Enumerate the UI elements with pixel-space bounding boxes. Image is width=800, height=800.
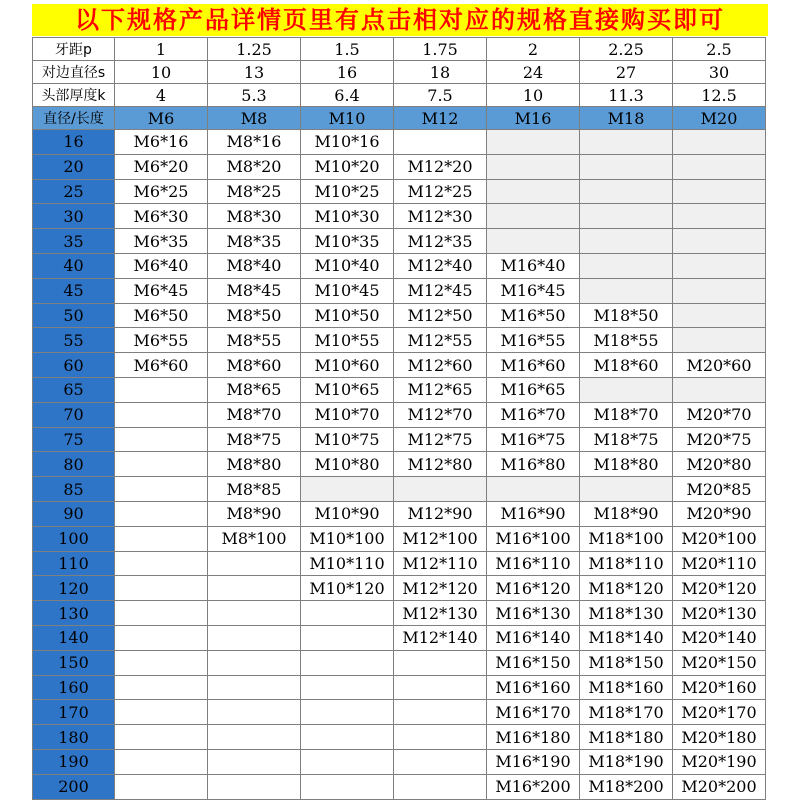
param-label: 牙距p: [33, 38, 115, 61]
spec-cell[interactable]: M6*35: [115, 229, 208, 254]
spec-cell[interactable]: M8*50: [208, 303, 301, 328]
spec-cell[interactable]: M12*140: [394, 625, 487, 650]
spec-cell[interactable]: M6*40: [115, 253, 208, 278]
spec-cell[interactable]: M6*55: [115, 328, 208, 353]
empty-cell: [580, 229, 673, 254]
spec-cell[interactable]: M8*35: [208, 229, 301, 254]
table-row: [33, 154, 766, 179]
spec-cell[interactable]: M18*170: [580, 700, 673, 725]
spec-cell[interactable]: M12*75: [394, 427, 487, 452]
param-row: [33, 38, 766, 61]
empty-cell: [673, 229, 766, 254]
spec-cell[interactable]: M16*200: [487, 774, 580, 799]
spec-cell[interactable]: M10*110: [301, 551, 394, 576]
length-cell: 45: [33, 278, 115, 303]
param-value: 1.75: [394, 38, 487, 61]
table-row: [33, 452, 766, 477]
spec-cell[interactable]: M10*75: [301, 427, 394, 452]
spec-cell[interactable]: M20*200: [673, 774, 766, 799]
empty-cell: [394, 725, 487, 750]
spec-cell[interactable]: M12*60: [394, 353, 487, 378]
spec-cell[interactable]: M16*55: [487, 328, 580, 353]
spec-cell[interactable]: M18*100: [580, 526, 673, 551]
spec-cell[interactable]: M18*130: [580, 601, 673, 626]
spec-cell[interactable]: M8*100: [208, 526, 301, 551]
spec-cell[interactable]: M20*70: [673, 402, 766, 427]
spec-cell[interactable]: M20*160: [673, 675, 766, 700]
spec-cell[interactable]: M18*50: [580, 303, 673, 328]
spec-cell[interactable]: M12*80: [394, 452, 487, 477]
empty-cell: [487, 179, 580, 204]
spec-cell[interactable]: M20*170: [673, 700, 766, 725]
param-value: 11.3: [580, 84, 673, 107]
length-cell: 55: [33, 328, 115, 353]
spec-cell[interactable]: M20*190: [673, 749, 766, 774]
spec-cell[interactable]: M10*16: [301, 130, 394, 155]
table-row: [33, 501, 766, 526]
spec-cell[interactable]: M12*110: [394, 551, 487, 576]
spec-cell[interactable]: M16*120: [487, 576, 580, 601]
empty-cell: [673, 130, 766, 155]
length-cell: 100: [33, 526, 115, 551]
table-row: [33, 179, 766, 204]
empty-cell: [673, 204, 766, 229]
table-row: [33, 204, 766, 229]
spec-cell[interactable]: M18*120: [580, 576, 673, 601]
spec-cell[interactable]: M6*30: [115, 204, 208, 229]
table-row: [33, 377, 766, 402]
spec-cell[interactable]: M12*120: [394, 576, 487, 601]
param-row: [33, 61, 766, 84]
spec-cell[interactable]: M6*50: [115, 303, 208, 328]
param-value: 2.25: [580, 38, 673, 61]
spec-cell[interactable]: M18*75: [580, 427, 673, 452]
param-value: 1: [115, 38, 208, 61]
length-cell: 90: [33, 501, 115, 526]
table-row: [33, 749, 766, 774]
table-row: [33, 353, 766, 378]
length-cell: 110: [33, 551, 115, 576]
spec-cell[interactable]: M16*75: [487, 427, 580, 452]
param-value: 6.4: [301, 84, 394, 107]
empty-cell: [580, 179, 673, 204]
spec-cell[interactable]: M20*100: [673, 526, 766, 551]
table-row: [33, 725, 766, 750]
spec-cell[interactable]: M16*130: [487, 601, 580, 626]
param-value: 10: [115, 61, 208, 84]
empty-cell: [394, 650, 487, 675]
empty-cell: [208, 749, 301, 774]
empty-cell: [208, 650, 301, 675]
spec-cell[interactable]: M8*85: [208, 477, 301, 502]
spec-cell[interactable]: M8*65: [208, 377, 301, 402]
spec-cell[interactable]: M18*70: [580, 402, 673, 427]
empty-cell: [673, 328, 766, 353]
spec-cell[interactable]: M18*140: [580, 625, 673, 650]
empty-cell: [301, 774, 394, 799]
spec-cell[interactable]: M8*40: [208, 253, 301, 278]
empty-cell: [208, 675, 301, 700]
empty-cell: [394, 749, 487, 774]
empty-cell: [115, 675, 208, 700]
empty-cell: [487, 204, 580, 229]
empty-cell: [673, 377, 766, 402]
param-value: 30: [673, 61, 766, 84]
spec-cell[interactable]: M8*70: [208, 402, 301, 427]
diameter-length-label: 直径/长度: [33, 107, 115, 130]
param-row: [33, 84, 766, 107]
spec-cell[interactable]: M8*80: [208, 452, 301, 477]
spec-cell[interactable]: M12*130: [394, 601, 487, 626]
empty-cell: [580, 477, 673, 502]
spec-cell[interactable]: M16*140: [487, 625, 580, 650]
spec-cell[interactable]: M18*110: [580, 551, 673, 576]
empty-cell: [487, 154, 580, 179]
spec-cell[interactable]: M10*45: [301, 278, 394, 303]
spec-cell[interactable]: M20*130: [673, 601, 766, 626]
spec-cell[interactable]: M10*100: [301, 526, 394, 551]
param-value: 7.5: [394, 84, 487, 107]
empty-cell: [115, 427, 208, 452]
length-cell: 60: [33, 353, 115, 378]
length-cell: 190: [33, 749, 115, 774]
empty-cell: [115, 725, 208, 750]
empty-cell: [208, 576, 301, 601]
spec-cell[interactable]: M20*80: [673, 452, 766, 477]
param-value: 12.5: [673, 84, 766, 107]
length-cell: 85: [33, 477, 115, 502]
spec-cell[interactable]: M18*190: [580, 749, 673, 774]
spec-cell[interactable]: M16*90: [487, 501, 580, 526]
empty-cell: [580, 377, 673, 402]
spec-cell[interactable]: M12*70: [394, 402, 487, 427]
empty-cell: [115, 601, 208, 626]
spec-cell[interactable]: M16*150: [487, 650, 580, 675]
spec-cell[interactable]: M12*65: [394, 377, 487, 402]
spec-cell[interactable]: M18*150: [580, 650, 673, 675]
spec-cell[interactable]: M12*20: [394, 154, 487, 179]
spec-cell[interactable]: M6*60: [115, 353, 208, 378]
table-row: [33, 551, 766, 576]
spec-cell[interactable]: M18*60: [580, 353, 673, 378]
param-value: 2.5: [673, 38, 766, 61]
param-value: 5.3: [208, 84, 301, 107]
empty-cell: [394, 477, 487, 502]
spec-cell[interactable]: M8*30: [208, 204, 301, 229]
param-value: 1.25: [208, 38, 301, 61]
param-value: 2: [487, 38, 580, 61]
spec-cell[interactable]: M16*160: [487, 675, 580, 700]
empty-cell: [301, 625, 394, 650]
spec-cell[interactable]: M16*60: [487, 353, 580, 378]
spec-cell[interactable]: M20*180: [673, 725, 766, 750]
length-cell: 80: [33, 452, 115, 477]
spec-cell[interactable]: M20*85: [673, 477, 766, 502]
size-header-m16: M16: [487, 107, 580, 130]
param-value: 10: [487, 84, 580, 107]
spec-cell[interactable]: M12*40: [394, 253, 487, 278]
table-row: [33, 328, 766, 353]
spec-cell[interactable]: M6*16: [115, 130, 208, 155]
empty-cell: [208, 625, 301, 650]
spec-cell[interactable]: M12*25: [394, 179, 487, 204]
spec-cell[interactable]: M10*25: [301, 179, 394, 204]
spec-cell[interactable]: M16*50: [487, 303, 580, 328]
empty-cell: [394, 130, 487, 155]
empty-cell: [301, 650, 394, 675]
spec-cell[interactable]: M6*20: [115, 154, 208, 179]
spec-cell[interactable]: M12*50: [394, 303, 487, 328]
spec-cell[interactable]: M10*120: [301, 576, 394, 601]
length-cell: 150: [33, 650, 115, 675]
spec-cell[interactable]: M18*80: [580, 452, 673, 477]
spec-cell[interactable]: M16*180: [487, 725, 580, 750]
empty-cell: [394, 675, 487, 700]
spec-cell[interactable]: M8*75: [208, 427, 301, 452]
empty-cell: [115, 377, 208, 402]
empty-cell: [487, 229, 580, 254]
length-cell: 30: [33, 204, 115, 229]
empty-cell: [394, 774, 487, 799]
spec-cell[interactable]: M8*55: [208, 328, 301, 353]
table-row: [33, 427, 766, 452]
length-cell: 20: [33, 154, 115, 179]
table-row: [33, 625, 766, 650]
spec-cell[interactable]: M18*55: [580, 328, 673, 353]
page-banner: 以下规格产品详情页里有点击相对应的规格直接购买即可: [32, 4, 768, 36]
empty-cell: [115, 501, 208, 526]
param-value: 16: [301, 61, 394, 84]
spec-cell[interactable]: M10*70: [301, 402, 394, 427]
spec-cell[interactable]: M16*65: [487, 377, 580, 402]
spec-cell[interactable]: M8*60: [208, 353, 301, 378]
length-cell: 65: [33, 377, 115, 402]
empty-cell: [673, 154, 766, 179]
size-header-m6: M6: [115, 107, 208, 130]
empty-cell: [115, 576, 208, 601]
empty-cell: [208, 700, 301, 725]
spec-cell[interactable]: M12*35: [394, 229, 487, 254]
table-row: [33, 402, 766, 427]
param-label: 头部厚度k: [33, 84, 115, 107]
param-label: 对边直径s: [33, 61, 115, 84]
table-row: [33, 576, 766, 601]
size-header-m20: M20: [673, 107, 766, 130]
empty-cell: [673, 303, 766, 328]
length-cell: 170: [33, 700, 115, 725]
empty-cell: [580, 130, 673, 155]
spec-cell[interactable]: M10*90: [301, 501, 394, 526]
table-row: [33, 477, 766, 502]
param-value: 1.5: [301, 38, 394, 61]
spec-cell[interactable]: M10*80: [301, 452, 394, 477]
empty-cell: [115, 774, 208, 799]
empty-cell: [115, 625, 208, 650]
param-value: 18: [394, 61, 487, 84]
spec-cell[interactable]: M20*150: [673, 650, 766, 675]
empty-cell: [115, 551, 208, 576]
spec-cell[interactable]: M16*40: [487, 253, 580, 278]
spec-cell[interactable]: M8*16: [208, 130, 301, 155]
table-row: [33, 774, 766, 799]
length-cell: 200: [33, 774, 115, 799]
table-row: [33, 675, 766, 700]
empty-cell: [301, 477, 394, 502]
table-row: [33, 253, 766, 278]
table-row: [33, 278, 766, 303]
size-header-m8: M8: [208, 107, 301, 130]
spec-cell[interactable]: M10*55: [301, 328, 394, 353]
spec-cell[interactable]: M8*45: [208, 278, 301, 303]
spec-cell[interactable]: M20*110: [673, 551, 766, 576]
spec-cell[interactable]: M8*25: [208, 179, 301, 204]
param-value: 13: [208, 61, 301, 84]
length-cell: 70: [33, 402, 115, 427]
spec-cell[interactable]: M16*100: [487, 526, 580, 551]
empty-cell: [673, 253, 766, 278]
empty-cell: [580, 278, 673, 303]
spec-cell[interactable]: M10*30: [301, 204, 394, 229]
empty-cell: [208, 725, 301, 750]
spec-cell[interactable]: M10*35: [301, 229, 394, 254]
spec-cell[interactable]: M16*110: [487, 551, 580, 576]
spec-cell[interactable]: M16*80: [487, 452, 580, 477]
spec-cell[interactable]: M16*170: [487, 700, 580, 725]
length-cell: 120: [33, 576, 115, 601]
spec-cell[interactable]: M16*45: [487, 278, 580, 303]
table-row: [33, 303, 766, 328]
spec-cell[interactable]: M12*55: [394, 328, 487, 353]
length-cell: 16: [33, 130, 115, 155]
empty-cell: [301, 700, 394, 725]
spec-cell[interactable]: M18*90: [580, 501, 673, 526]
length-cell: 75: [33, 427, 115, 452]
length-cell: 25: [33, 179, 115, 204]
spec-cell[interactable]: M10*60: [301, 353, 394, 378]
empty-cell: [301, 749, 394, 774]
length-cell: 160: [33, 675, 115, 700]
table-row: [33, 526, 766, 551]
empty-cell: [301, 725, 394, 750]
spec-cell[interactable]: M20*60: [673, 353, 766, 378]
empty-cell: [208, 774, 301, 799]
table-row: [33, 229, 766, 254]
table-row: [33, 130, 766, 155]
size-header-m18: M18: [580, 107, 673, 130]
length-cell: 180: [33, 725, 115, 750]
spec-cell[interactable]: M6*45: [115, 278, 208, 303]
empty-cell: [301, 675, 394, 700]
empty-cell: [673, 278, 766, 303]
empty-cell: [580, 204, 673, 229]
spec-cell[interactable]: M16*190: [487, 749, 580, 774]
length-cell: 40: [33, 253, 115, 278]
empty-cell: [115, 700, 208, 725]
empty-cell: [580, 154, 673, 179]
spec-cell[interactable]: M8*20: [208, 154, 301, 179]
spec-cell[interactable]: M10*65: [301, 377, 394, 402]
empty-cell: [394, 700, 487, 725]
spec-cell[interactable]: M6*25: [115, 179, 208, 204]
table-row: [33, 601, 766, 626]
spec-cell[interactable]: M12*100: [394, 526, 487, 551]
empty-cell: [487, 130, 580, 155]
size-header-m12: M12: [394, 107, 487, 130]
spec-cell[interactable]: M20*90: [673, 501, 766, 526]
spec-cell[interactable]: M10*20: [301, 154, 394, 179]
spec-cell[interactable]: M12*45: [394, 278, 487, 303]
empty-cell: [487, 477, 580, 502]
size-header-row: [33, 107, 766, 130]
spec-cell[interactable]: M20*75: [673, 427, 766, 452]
empty-cell: [115, 749, 208, 774]
spec-cell[interactable]: M20*140: [673, 625, 766, 650]
empty-cell: [301, 601, 394, 626]
spec-cell[interactable]: M18*200: [580, 774, 673, 799]
empty-cell: [208, 551, 301, 576]
spec-cell[interactable]: M10*50: [301, 303, 394, 328]
spec-cell[interactable]: M12*30: [394, 204, 487, 229]
empty-cell: [580, 253, 673, 278]
spec-cell[interactable]: M18*180: [580, 725, 673, 750]
empty-cell: [673, 179, 766, 204]
spec-cell[interactable]: M20*120: [673, 576, 766, 601]
param-value: 4: [115, 84, 208, 107]
table-row: [33, 650, 766, 675]
spec-cell[interactable]: M10*40: [301, 253, 394, 278]
param-value: 24: [487, 61, 580, 84]
spec-cell[interactable]: M18*160: [580, 675, 673, 700]
bolt-spec-table: [32, 37, 766, 800]
length-cell: 140: [33, 625, 115, 650]
spec-cell[interactable]: M16*70: [487, 402, 580, 427]
empty-cell: [115, 477, 208, 502]
spec-cell[interactable]: M8*90: [208, 501, 301, 526]
size-header-m10: M10: [301, 107, 394, 130]
table-row: [33, 700, 766, 725]
length-cell: 50: [33, 303, 115, 328]
length-cell: 35: [33, 229, 115, 254]
length-cell: 130: [33, 601, 115, 626]
param-value: 27: [580, 61, 673, 84]
spec-cell[interactable]: M12*90: [394, 501, 487, 526]
empty-cell: [115, 452, 208, 477]
empty-cell: [115, 526, 208, 551]
empty-cell: [115, 650, 208, 675]
empty-cell: [115, 402, 208, 427]
empty-cell: [208, 601, 301, 626]
